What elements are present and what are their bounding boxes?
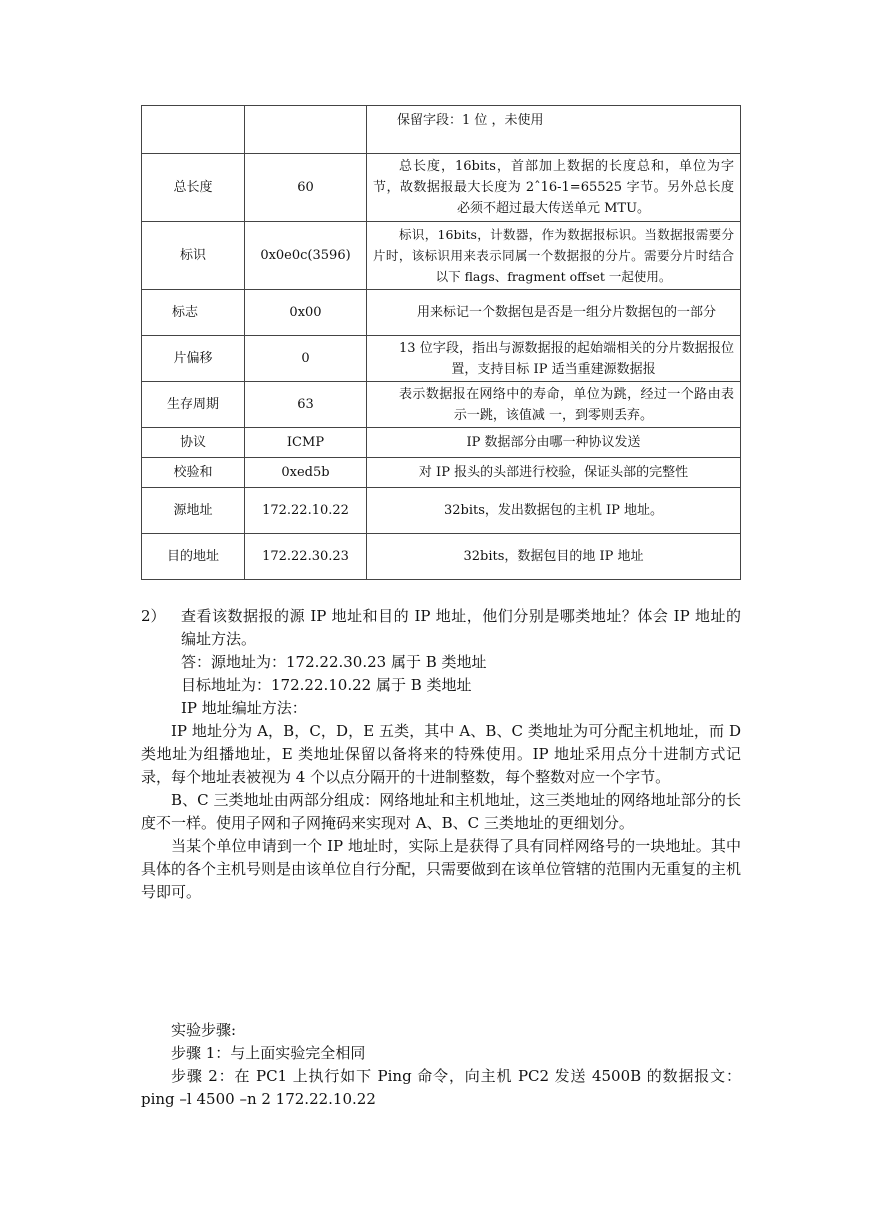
field-value-cell: 0x00 xyxy=(245,290,367,336)
field-name-cell: 标识 xyxy=(142,222,245,290)
question-number: 2） xyxy=(141,607,166,625)
table-row xyxy=(142,382,741,428)
method-title: IP 地址编址方法： xyxy=(181,699,307,717)
table-row xyxy=(142,458,741,488)
paragraph: IP 地址分为 A，B，C，D，E 五类，其中 A、B、C 类地址为可分配主机地址，而 D 类地址为组播地址，E 类地址保留以备将来的特殊使用。IP 地址采用点分十进制方式记录，每个地址表被视为 4 个以点分隔开的十进制整数，每个整数对应一个字节。 xyxy=(141,722,741,786)
field-value-cell: 60 xyxy=(245,154,367,222)
field-name-cell: 片偏移 xyxy=(142,336,245,382)
field-value-cell: ICMP xyxy=(245,428,367,458)
field-value-cell: 0x0e0c(3596) xyxy=(245,222,367,290)
field-desc-cell: 用来标记一个数据包是否是一组分片数据包的一部分 xyxy=(367,290,741,336)
table-row xyxy=(142,290,741,336)
ip-header-table xyxy=(141,105,741,580)
field-desc-cell: 对 IP 报头的头部进行校验，保证头部的完整性 xyxy=(367,458,741,488)
steps-title: 实验步骤: xyxy=(171,1021,237,1039)
steps-block xyxy=(141,1019,741,1111)
field-name-cell: 协议 xyxy=(142,428,245,458)
table-row xyxy=(142,488,741,534)
table-row xyxy=(142,428,741,458)
question-block xyxy=(141,605,741,904)
paragraph: 当某个单位申请到一个 IP 地址时，实际上是获得了具有同样网络号的一块地址。其中具体的各个主机号则是由该单位自行分配，只需要做到在该单位管辖的范围内无重复的主机号即可。 xyxy=(141,837,742,901)
table-row xyxy=(142,222,741,290)
field-desc-cell: 32bits，发出数据包的主机 IP 地址。 xyxy=(367,488,741,534)
answer-source: 答：源地址为：172.22.30.23 属于 B 类地址 xyxy=(181,653,487,671)
field-name-cell: 总长度 xyxy=(142,154,245,222)
answer-destination: 目标地址为：172.22.10.22 属于 B 类地址 xyxy=(181,676,472,694)
field-desc-cell: 32bits，数据包目的地 IP 地址 xyxy=(367,534,741,580)
table-row xyxy=(142,106,741,154)
question-text: 查看该数据报的源 IP 地址和目的 IP 地址，他们分别是哪类地址？体会 IP 地址的 编址方法。 xyxy=(181,607,741,648)
table-row xyxy=(142,534,741,580)
field-name-cell: 标志 xyxy=(142,290,245,336)
field-desc-cell: 标识，16bits，计数器，作为数据报标识。当数据报需要分片时，该标识用来表示同属一个数据报的分片。需要分片时结合以下 flags、fragment offset 一起使用。 xyxy=(367,222,741,290)
field-value-cell: 0xed5b xyxy=(245,458,367,488)
field-name-cell xyxy=(142,106,245,154)
field-value-cell: 0 xyxy=(245,336,367,382)
field-name-cell: 校验和 xyxy=(142,458,245,488)
field-desc-cell: 13 位字段，指出与源数据报的起始端相关的分片数据报位置，支持目标 IP 适当重建源数据报 xyxy=(367,336,741,382)
field-value-cell xyxy=(245,106,367,154)
field-name-cell: 生存周期 xyxy=(142,382,245,428)
field-desc-cell: 保留字段：1 位 ，未使用 xyxy=(367,106,741,154)
field-value-cell: 172.22.30.23 xyxy=(245,534,367,580)
field-name-cell: 目的地址 xyxy=(142,534,245,580)
step-2: 步骤 2：在 PC1 上执行如下 Ping 命令，向主机 PC2 发送 4500B 的数据报文： ping –l 4500 –n 2 172.22.10.22 xyxy=(141,1067,741,1108)
field-desc-cell: 总长度，16bits，首部加上数据的长度总和，单位为字节，故数据报最大长度为 2ˆ16-1=65525 字节。另外总长度必须不超过最大传送单元 MTU。 xyxy=(367,154,741,222)
field-name-cell: 源地址 xyxy=(142,488,245,534)
paragraph: B、C 三类地址由两部分组成：网络地址和主机地址，这三类地址的网络地址部分的长度不一样。使用子网和子网掩码来实现对 A、B、C 三类地址的更细划分。 xyxy=(141,791,741,832)
field-desc-cell: IP 数据部分由哪一种协议发送 xyxy=(367,428,741,458)
field-value-cell: 172.22.10.22 xyxy=(245,488,367,534)
step-1: 步骤 1：与上面实验完全相同 xyxy=(171,1044,366,1062)
table-row xyxy=(142,154,741,222)
field-desc-cell: 表示数据报在网络中的寿命，单位为跳，经过一个路由表示一跳，该值减 一，到零则丢弃。 xyxy=(367,382,741,428)
field-value-cell: 63 xyxy=(245,382,367,428)
table-row xyxy=(142,336,741,382)
